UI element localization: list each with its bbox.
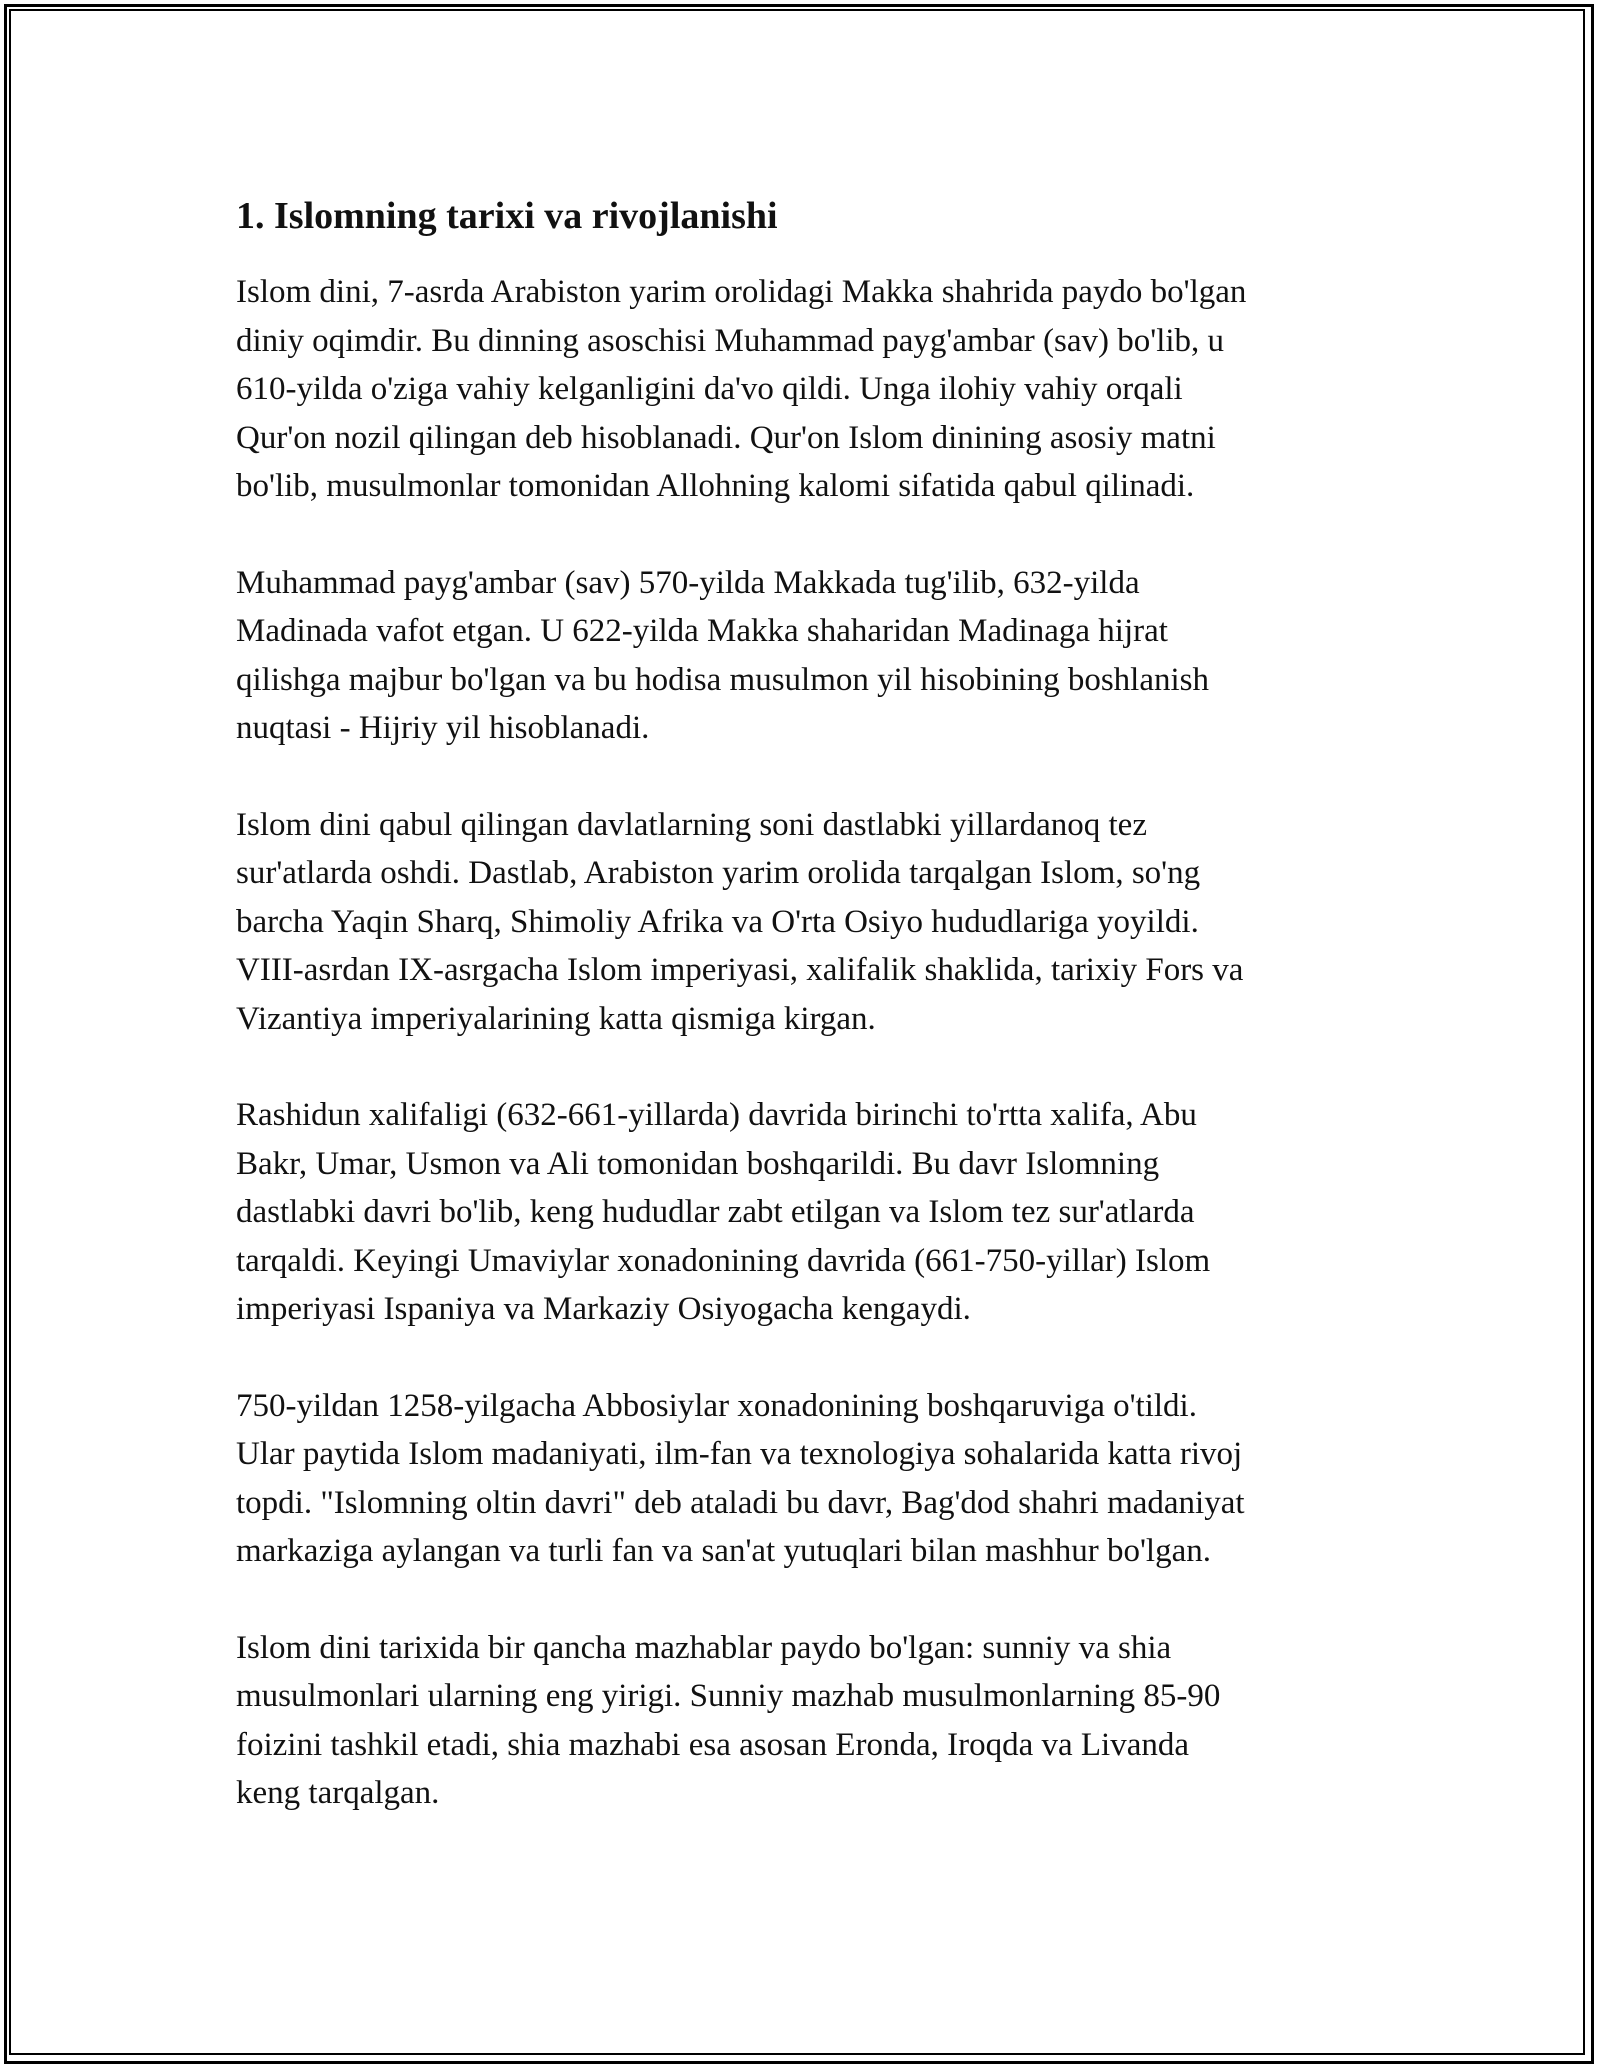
section-heading: 1. Islomning tarixi va rivojlanishi — [236, 195, 778, 237]
paragraph-5: 750-yildan 1258-yilgacha Abbosiylar xonadonining boshqaruviga o'tildi. Ular paytida Islom madaniyati, ilm-fan va texnologiya sohalarida katta rivoj topdi. "Islomning oltin davri" deb ataladi bu davr, Bag'dod shahri madaniyat markaziga aylangan va turli fan va san'at yutuqlari bilan mashhur bo'lgan. — [236, 1387, 1245, 1569]
paragraph-2: Muhammad payg'ambar (sav) 570-yilda Makkada tug'ilib, 632-yilda Madinada vafot etgan. U 622-yilda Makka shaharidan Madinaga hijrat qilishga majbur bo'lgan va bu hodisa musulmon yil hisobining boshlanish nuqtasi - Hijriy yil hisoblanadi. — [236, 564, 1209, 746]
document-body — [236, 188, 1366, 1866]
paragraph-4: Rashidun xalifaligi (632-661-yillarda) davrida birinchi to'rtta xalifa, Abu Bakr, Umar, Usmon va Ali tomonidan boshqarildi. Bu davr Islomning dastlabki davri bo'lib, keng hududlar zabt etilgan va Islom tez sur'atlarda tarqaldi. Keyingi Umaviylar xonadonining davrida (661-750-yillar) Islom imperiyasi Ispaniya va Markaziy Osiyogacha kengaydi. — [236, 1097, 1211, 1327]
paragraph-6: Islom dini tarixida bir qancha mazhablar paydo bo'lgan: sunniy va shia musulmonlari ularning eng yirigi. Sunniy mazhab musulmonlarning 85-90 foizini tashkil etadi, shia mazhabi esa asosan Eronda, Iroqda va Livanda keng tarqalgan. — [236, 1629, 1221, 1811]
paragraph-3: Islom dini qabul qilingan davlatlarning soni dastlabki yillardanoq tez sur'atlarda oshdi. Dastlab, Arabiston yarim orolida tarqalgan Islom, so'ng barcha Yaqin Sharq, Shimoliy Afrika va O'rta Osiyo hududlariga yoyildi. VIII-asrdan IX-asrgacha Islom imperiyasi, xalifalik shaklida, tarixiy Fors va Vizantiya imperiyalarining katta qismiga kirgan. — [236, 806, 1244, 1037]
paragraph-1: Islom dini, 7-asrda Arabiston yarim orolidagi Makka shahrida paydo bo'lgan diniy oqimdir. Bu dinning asoschisi Muhammad payg'ambar (sav) bo'lib, u 610-yilda o'ziga vahiy kelganligini da'vo qildi. Unga ilohiy vahiy orqali Qur'on nozil qilingan deb hisoblanadi. Qur'on Islom dinining asosiy matni bo'lib, musulmonlar tomonidan Allohning kalomi sifatida qabul qilinadi. — [236, 274, 1247, 504]
